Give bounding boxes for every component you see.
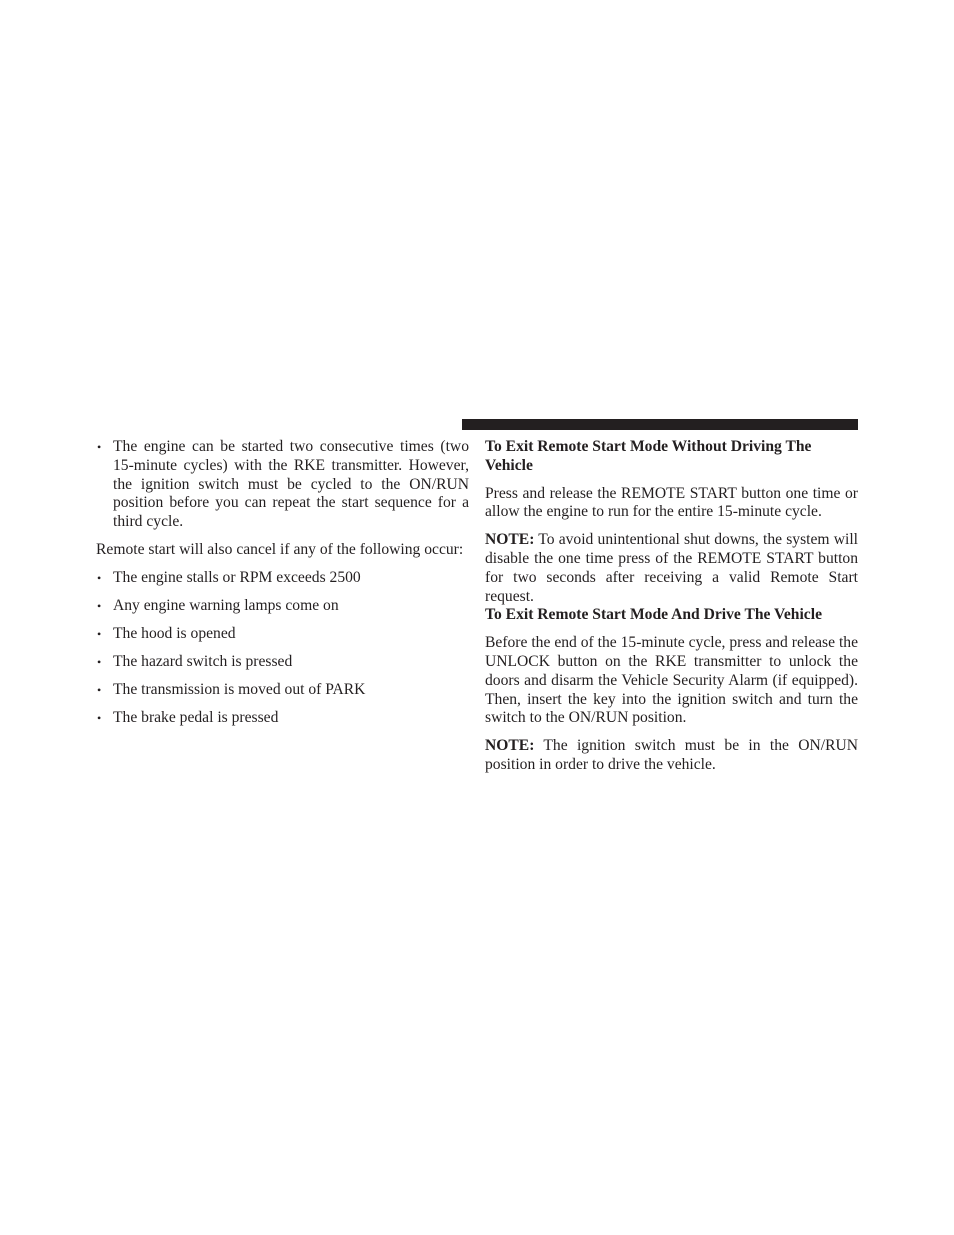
bullet-icon: • bbox=[97, 440, 102, 454]
cancel-intro-paragraph: Remote start will also cancel if any of the following occur: bbox=[96, 540, 464, 558]
note-label: NOTE: bbox=[485, 737, 535, 755]
list-item-text: The engine can be started two consecutive times (two 15-minute cycles) with the RKE transmitter. However, the ignition switch must be cycled to the ON/RUN position before you can repeat the start sequence for a third cycle. bbox=[113, 438, 469, 531]
list-item-consecutive-starts bbox=[96, 438, 469, 532]
list-item bbox=[96, 653, 469, 672]
list-item bbox=[96, 597, 469, 616]
section-heading-exit-and-drive: To Exit Remote Start Mode And Drive The Vehicle bbox=[485, 606, 822, 624]
bullet-icon: • bbox=[97, 682, 102, 697]
bullet-icon: • bbox=[97, 654, 102, 669]
list-item bbox=[96, 709, 469, 728]
left-column bbox=[96, 438, 469, 728]
list-item-text: The brake pedal is pressed bbox=[113, 708, 279, 726]
paragraph-exit-without-driving: Press and release the REMOTE START button one time or allow the engine to run for the entire 15-minute cycle. bbox=[485, 484, 858, 521]
note-text: To avoid unintentional shut downs, the system will disable the one time press of the REMOTE START button for two seconds after receiving a valid Remote Start request. bbox=[485, 531, 858, 605]
bullet-icon: • bbox=[97, 626, 102, 641]
section-header-bar bbox=[462, 419, 858, 430]
list-item-text: The transmission is moved out of PARK bbox=[113, 680, 366, 698]
list-item bbox=[96, 569, 469, 588]
list-item-text: The engine stalls or RPM exceeds 2500 bbox=[113, 568, 361, 586]
note-ignition-switch bbox=[485, 737, 858, 775]
list-item bbox=[96, 625, 469, 644]
bullet-icon: • bbox=[97, 710, 102, 725]
right-column bbox=[485, 438, 858, 775]
paragraph-exit-and-drive: Before the end of the 15-minute cycle, press and release the UNLOCK button on the RKE transmitter to unlock the doors and disarm the Vehicle Security Alarm (if equipped). Then, insert the key into the ignition switch and turn the switch to the ON/RUN position. bbox=[485, 634, 858, 727]
bullet-icon: • bbox=[97, 598, 102, 613]
bullet-icon: • bbox=[97, 570, 102, 585]
list-item-text: Any engine warning lamps come on bbox=[113, 596, 339, 614]
list-item-text: The hood is opened bbox=[113, 624, 236, 642]
list-item-text: The hazard switch is pressed bbox=[113, 652, 293, 670]
note-label: NOTE: bbox=[485, 531, 535, 549]
section-heading-exit-without-driving: To Exit Remote Start Mode Without Driving The Vehicle bbox=[485, 438, 812, 474]
list-item bbox=[96, 681, 469, 700]
note-text: The ignition switch must be in the ON/RUN position in order to drive the vehicle. bbox=[485, 737, 858, 773]
note-unintentional-shutdown bbox=[485, 531, 858, 606]
